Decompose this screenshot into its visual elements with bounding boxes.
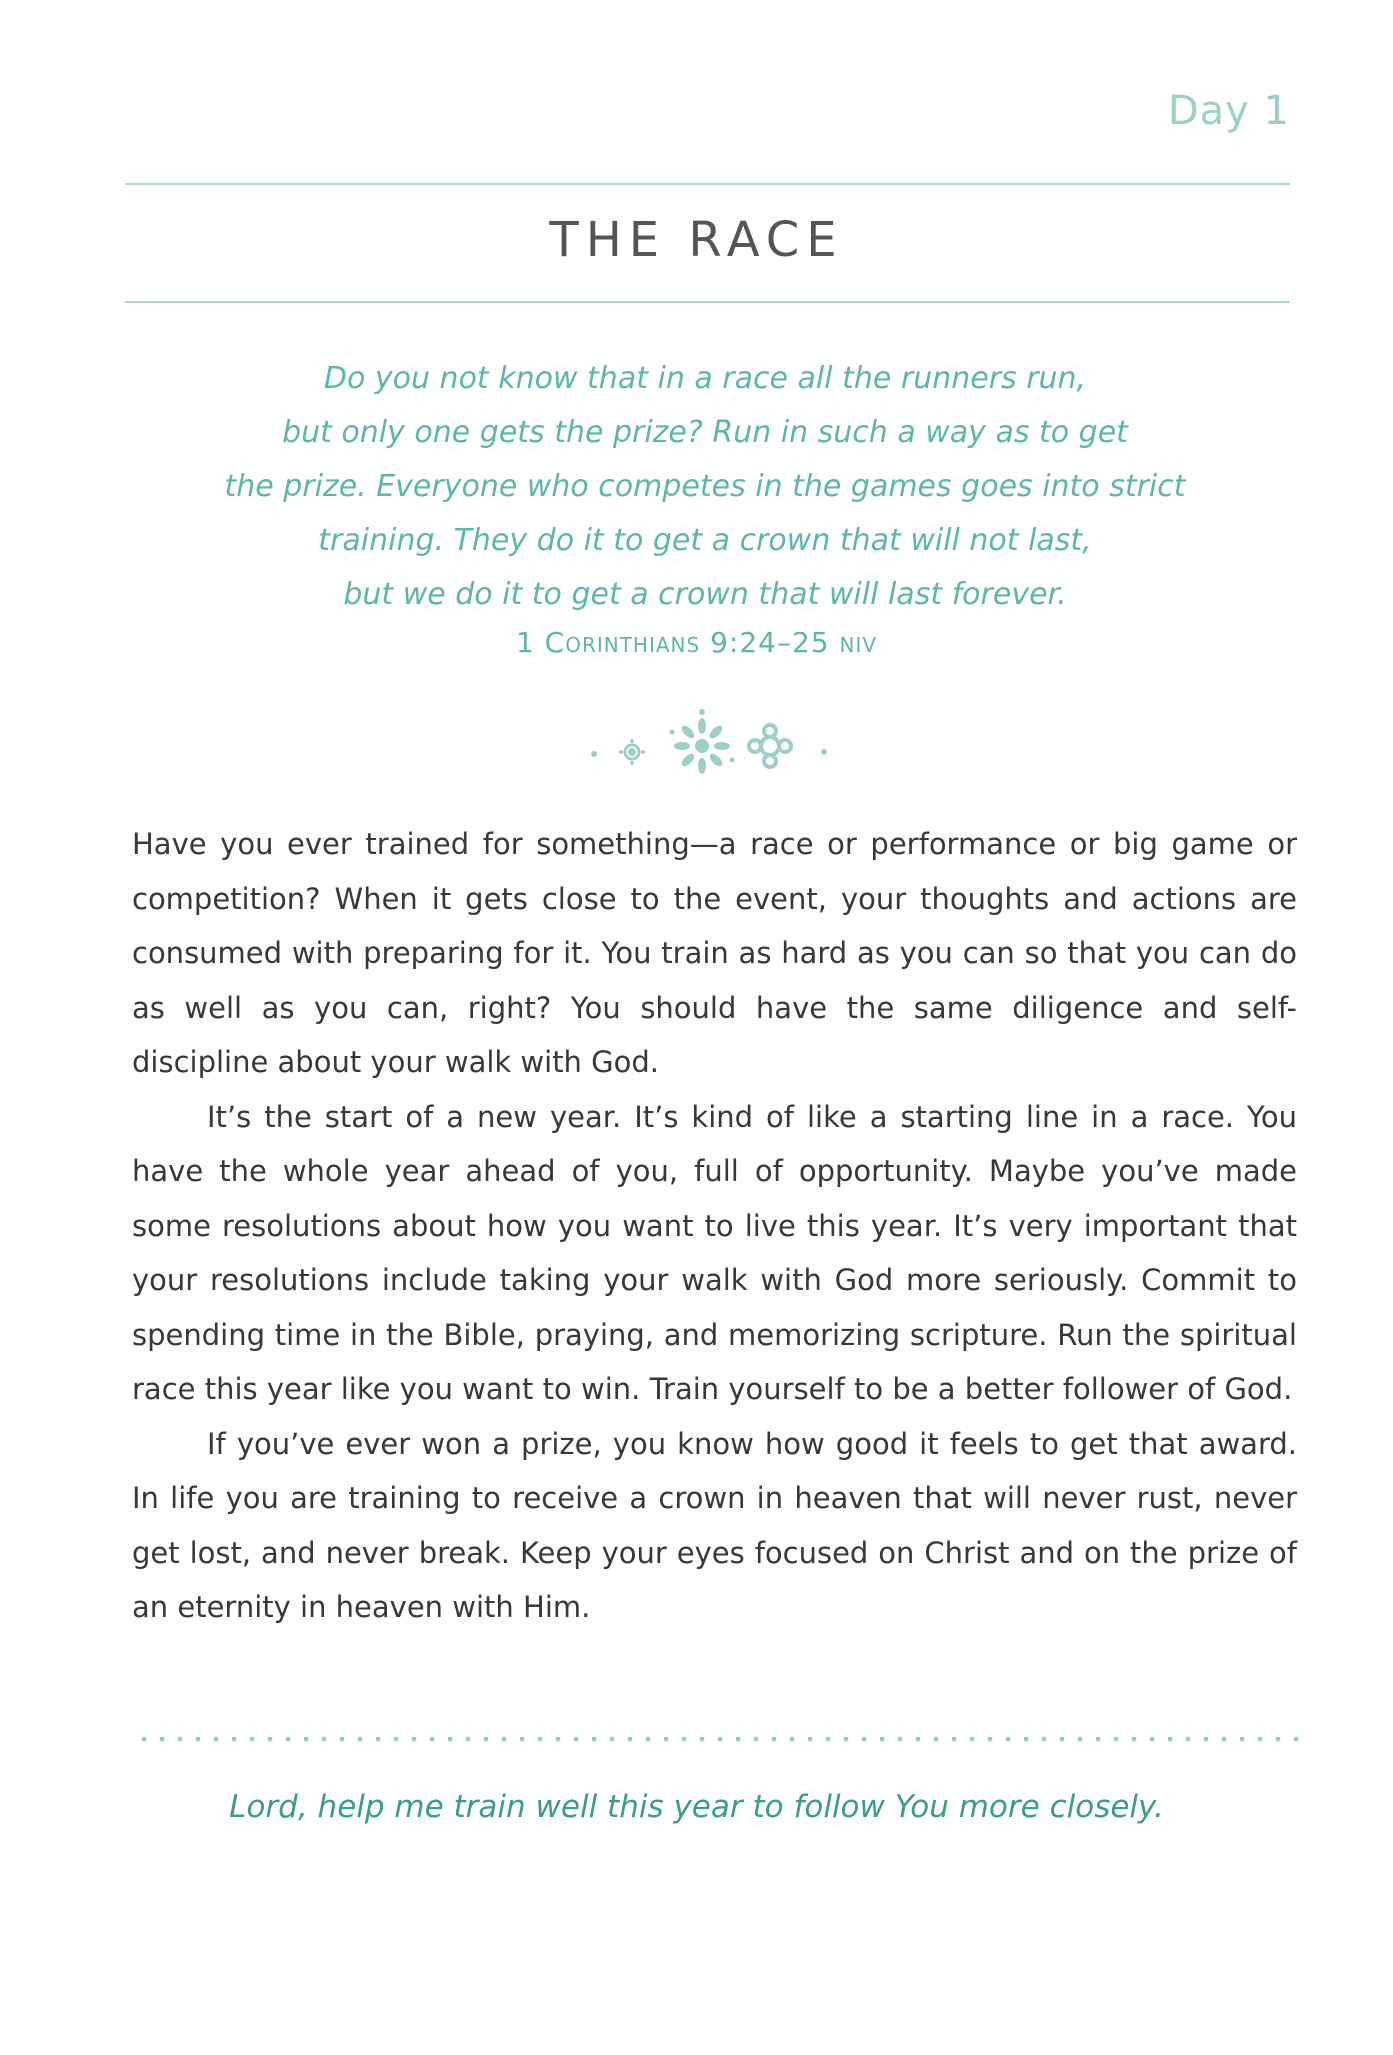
dotted-divider [135, 1736, 1300, 1742]
verse-line: training. They do it to get a crown that will not last, [318, 523, 1092, 558]
scripture-verse [150, 352, 1260, 622]
page-title: THE RACE [549, 212, 844, 268]
title-top-rule [125, 183, 1290, 185]
verse-line: Do you not know that in a race all the runners run, [323, 361, 1087, 396]
floral-divider-icon [580, 706, 840, 786]
devotional-body [132, 817, 1297, 1635]
title-bottom-rule [125, 301, 1290, 303]
body-paragraph: Have you ever trained for something—a race or performance or big game or competition? When it gets close to the event, your thoughts and actions are consumed with preparing for it. You train as hard as you can so that you can do as well as you can, right? You should have the same diligence and self-discipline about your walk with God. [132, 827, 1297, 1079]
closing-prayer: Lord, help me train well this year to follow You more closely. [229, 1789, 1164, 1825]
verse-line: but only one gets the prize? Run in such a way as to get [282, 415, 1128, 450]
verse-line: but we do it to get a crown that will last forever. [343, 577, 1067, 612]
body-paragraph: If you’ve ever won a prize, you know how good it feels to get that award. In life you are training to receive a crown in heaven that will never rust, never get lost, and never break. Keep your eyes focused on Christ and on the prize of an eternity in heaven with Him. [132, 1426, 1297, 1624]
day-label: Day 1 [1167, 88, 1290, 134]
verse-reference: 1 Corinthians 9:24–25 niv [515, 626, 878, 659]
body-paragraph: It’s the start of a new year. It’s kind of like a starting line in a race. You have the whole year ahead of you, full of opportunity. Maybe you’ve made some resolutions about how you want to live this year. It’s very important that your resolutions include taking your walk with God more seriously. Commit to spending time in the Bible, praying, and memorizing scripture. Run the spiritual race this year like you want to win. Train yourself to be a better follower of God. [132, 1099, 1297, 1406]
verse-line: the prize. Everyone who competes in the games goes into strict [224, 469, 1186, 504]
